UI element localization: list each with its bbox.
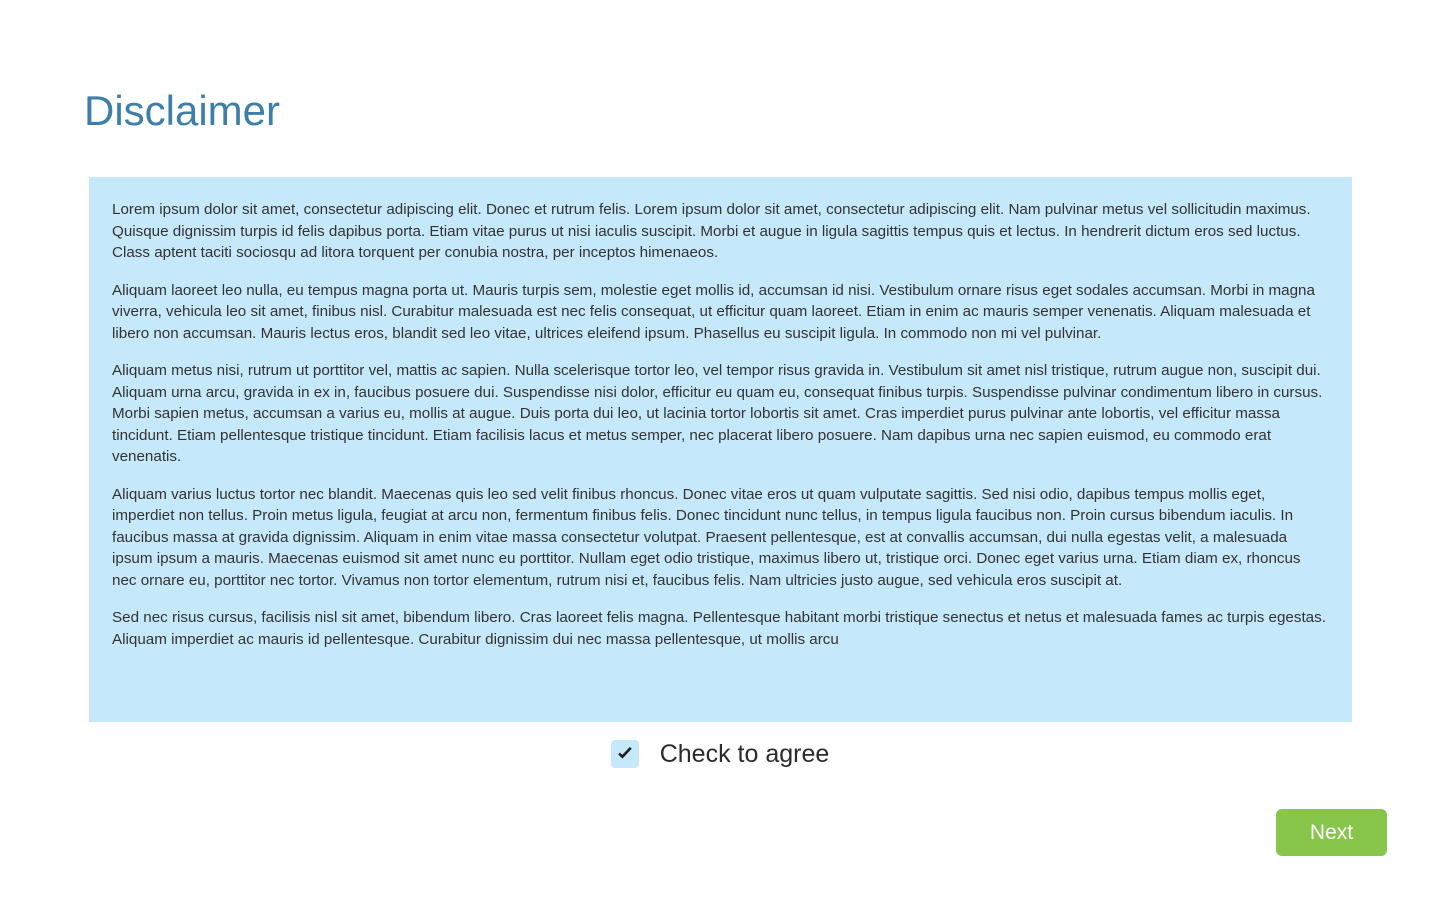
disclaimer-paragraph: Aliquam laoreet leo nulla, eu tempus magna porta ut. Mauris turpis sem, molestie eget mollis id, accumsan id nisi. Vestibulum ornare risus eget sodales accumsan. Morbi in magna viverra, vehicula leo sit amet, finibus nisl. Curabitur malesuada est nec felis consequat, ut efficitur quam laoreet. Etiam in enim ac mauris semper venenatis. Aliquam malesuada et libero non accumsan. Mauris lectus eros, blandit sed leo vitae, ultrices eleifend ipsum. Phasellus eu suscipit ligula. In commodo non mi vel pulvinar. (112, 281, 1315, 342)
next-button[interactable]: Next (1276, 809, 1387, 856)
page-title: Disclaimer (84, 87, 281, 135)
checkmark-icon (615, 744, 635, 764)
disclaimer-paragraph: Aliquam metus nisi, rutrum ut porttitor vel, mattis ac sapien. Nulla scelerisque tortor leo, vel tempor risus gravida in. Vestibulum sit amet nisl tristique, rutrum augue non, suscipit dui. Aliquam urna arcu, gravida in ex in, faucibus posuere dui. Suspendisse nisi dolor, efficitur eu quam eu, consequat finibus turpis. Suspendisse pulvinar condimentum libero in cursus. Morbi sapien metus, accumsan a varius eu, mollis at augue. Duis porta dui leo, ut lacinia tortor lobortis sit amet. Cras imperdiet purus pulvinar ante lobortis, vel efficitur massa tincidunt. Etiam pellentesque tristique tincidunt. Etiam facilisis lacus et metus semper, nec placerat libero posuere. Nam dapibus urna nec sapien euismod, eu commodo erat venenatis. (112, 362, 1323, 465)
agree-row (0, 740, 1440, 768)
disclaimer-text-scroll-area[interactable] (89, 177, 1352, 722)
agree-label: Check to agree (659, 739, 830, 768)
disclaimer-paragraph: Aliquam varius luctus tortor nec blandit. Maecenas quis leo sed velit finibus rhoncus. Donec vitae eros ut quam vulputate sagittis. Sed nisi odio, dapibus tempus mollis eget, imperdiet non tellus. Proin metus ligula, feugiat at arcu non, fermentum finibus felis. Donec tincidunt nunc tellus, in tempus ligula faucibus non. Proin cursus bibendum iaculis. In faucibus massa at gravida dignissim. Aliquam in enim vitae massa consectetur volutpat. Praesent pellentesque, est at convallis accumsan, dui nulla egestas velit, a malesuada ipsum ipsum a mauris. Maecenas euismod sit amet nunc eu porttitor. Nullam eget odio tristique, maximus libero ut, tristique orci. Donec eget varius urna. Etiam diam ex, rhoncus nec ornare eu, porttitor nec tortor. Vivamus non tortor elementum, rutrum nisi et, faucibus felis. Nam ultricies justo augue, sed vehicula eros suscipit at. (112, 485, 1301, 589)
agree-checkbox[interactable] (611, 740, 639, 768)
disclaimer-paragraph: Lorem ipsum dolor sit amet, consectetur adipiscing elit. Donec et rutrum felis. Lorem ipsum dolor sit amet, consectetur adipiscing elit. Nam pulvinar metus vel sollicitudin maximus. Quisque dignissim turpis id felis dapibus porta. Etiam vitae purus ut nisi iaculis suscipit. Morbi et augue in ligula sagittis tempus quis et lectus. In hendrerit dictum eros sed luctus. Class aptent taciti sociosqu ad litora torquent per conubia nostra, per inceptos himenaeos. (112, 201, 1311, 261)
disclaimer-paragraph: Sed nec risus cursus, facilisis nisl sit amet, bibendum libero. Cras laoreet felis magna. Pellentesque habitant morbi tristique senectus et netus et malesuada fames ac turpis egestas. Aliquam imperdiet ac mauris id pellentesque. Curabitur dignissim dui nec massa pellentesque, ut mollis arcu (112, 609, 1326, 648)
